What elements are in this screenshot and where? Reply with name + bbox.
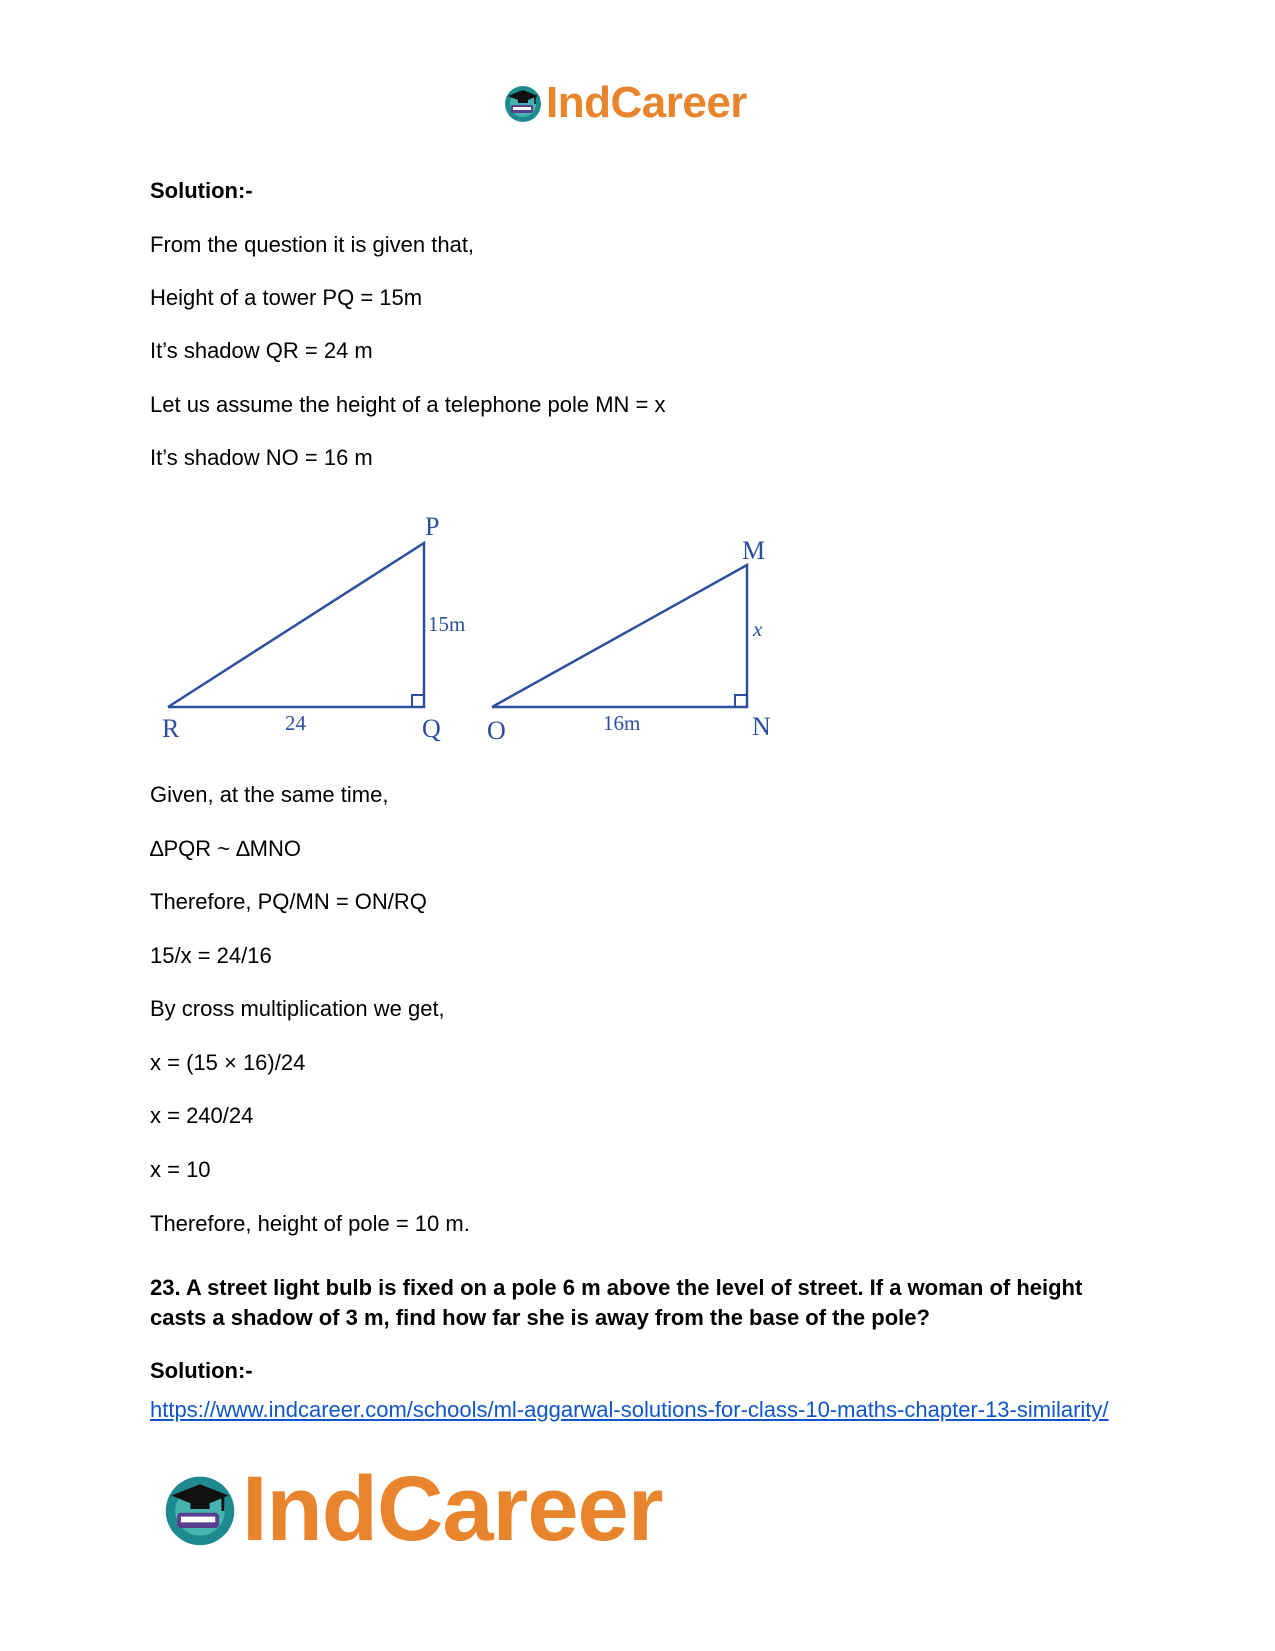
text-line: x = (15 × 16)/24	[150, 1050, 306, 1075]
graduation-cap-book-globe-icon	[502, 82, 544, 124]
similar-triangles-figure	[150, 503, 790, 753]
brand-name: IndCareer	[546, 78, 747, 127]
vertex-label-o: O	[487, 716, 506, 745]
triangle-pqr	[168, 543, 424, 707]
solution-heading: Solution:-	[150, 1358, 253, 1383]
text-line: Height of a tower PQ = 15m	[150, 285, 423, 310]
text-line: ∆PQR ~ ∆MNO	[150, 836, 301, 861]
text-line: 15/x = 24/16	[150, 943, 272, 968]
right-angle-mark-n	[735, 695, 747, 707]
text-line: x = 240/24	[150, 1103, 254, 1128]
solution-heading: Solution:-	[150, 178, 253, 203]
solution-link[interactable]: https://www.indcareer.com/schools/ml-aggarwal-solutions-for-class-10-maths-chapter-13-similarity/	[150, 1397, 1109, 1422]
triangle-mno	[492, 565, 747, 707]
brand-name: IndCareer	[242, 1457, 663, 1560]
base-label-on: 16m	[603, 711, 641, 735]
text-line: Therefore, height of pole = 10 m.	[150, 1211, 470, 1236]
vertex-label-p: P	[425, 512, 440, 541]
height-label-mn: x	[753, 617, 763, 641]
brand-logo-bottom	[160, 1457, 663, 1560]
text-line: By cross multiplication we get,	[150, 996, 445, 1021]
text-line: Therefore, PQ/MN = ON/RQ	[150, 889, 427, 914]
text-line: It’s shadow NO = 16 m	[150, 445, 373, 470]
graduation-cap-book-globe-icon	[160, 1469, 240, 1549]
text-line: Given, at the same time,	[150, 782, 389, 807]
right-angle-mark-q	[412, 695, 424, 707]
vertex-label-r: R	[162, 714, 180, 743]
brand-logo-top	[502, 80, 747, 126]
question-23: 23. A street light bulb is fixed on a pole 6 m above the level of street. If a woman of height casts a shadow of 3 m, find how far she is away from the base of the pole?	[150, 1275, 1083, 1330]
text-line: It’s shadow QR = 24 m	[150, 338, 373, 363]
text-line: Let us assume the height of a telephone pole MN = x	[150, 392, 666, 417]
base-label-rq: 24	[285, 711, 306, 735]
height-label-pq: 15m	[428, 612, 466, 636]
vertex-label-n: N	[752, 712, 771, 741]
vertex-label-q: Q	[422, 714, 441, 743]
text-line: x = 10	[150, 1157, 211, 1182]
text-line: From the question it is given that,	[150, 232, 475, 257]
vertex-label-m: M	[742, 536, 766, 565]
